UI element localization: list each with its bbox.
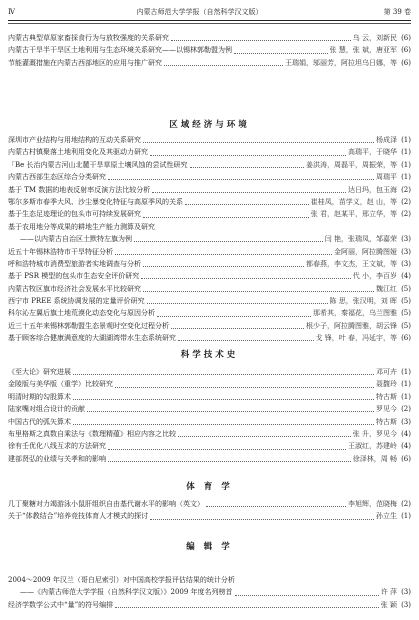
issue-number: (3) xyxy=(401,600,411,609)
article-title: 近五十年锡林浩特市干旱特征分析 xyxy=(8,247,113,256)
issue-number: (2) xyxy=(401,197,411,206)
article-authors: 达日玛，包玉海 xyxy=(348,185,397,194)
article-authors: 魏江红 xyxy=(376,284,397,293)
article-authors: 金阿丽，阿拉腾图娅 xyxy=(334,247,397,256)
dot-leader xyxy=(143,212,309,218)
article-title: 2004～2009 年汉兰（哥白尼索引）对中国高校学报评估结果的统计分析 xyxy=(8,576,235,584)
header-rule xyxy=(8,20,411,21)
article-authors: 周瑞平 xyxy=(376,173,397,182)
article-authors: 崔桂凤，苗学义，赵 山，等 xyxy=(310,197,397,206)
article-authors: 高瑞平，于晓华 xyxy=(348,148,397,157)
dot-leader xyxy=(73,419,374,425)
dot-leader xyxy=(164,60,283,66)
page-roman-numeral: Ⅳ xyxy=(8,8,15,16)
issue-number: (1) xyxy=(401,136,411,144)
dot-leader xyxy=(115,382,374,388)
volume-number: 第 39 卷 xyxy=(383,8,411,16)
toc-entry[interactable] xyxy=(8,453,411,465)
article-title: 内蒙古典型草原家畜採食行为与放牧强度的关系研究 xyxy=(8,34,169,42)
dot-leader xyxy=(143,286,374,292)
toc-section-physical-education xyxy=(8,498,411,523)
toc-entry[interactable] xyxy=(8,44,411,56)
article-title: 基于顾客综合健康满意度的大湖湖湾带水生态系统研究 xyxy=(8,334,176,343)
article-title: 金陵版与美华版（重学）比较研究 xyxy=(8,380,113,389)
article-authors: 徐泽林，周 畅 xyxy=(352,454,397,463)
dot-leader xyxy=(171,323,304,329)
article-authors: 张 慧，张 斌，唐亚军 xyxy=(329,46,397,55)
article-title: ——以内蒙古自治区土默特左旗为例 xyxy=(20,235,132,244)
article-title: 基于 PSR 模型的包头市生态安全评价研究 xyxy=(8,272,140,281)
article-authors: 杨成泽 xyxy=(376,136,397,144)
issue-number: (3) xyxy=(401,588,411,597)
dot-leader xyxy=(190,162,304,168)
article-title: 内蒙古牧区旗市经济社会发展水平比较研究 xyxy=(8,284,141,293)
article-title: 建部贤弘的业绩与关孝和的影响 xyxy=(8,454,106,463)
dot-leader xyxy=(147,298,328,304)
toc-section-editing xyxy=(8,574,411,611)
toc-entry[interactable] xyxy=(8,498,411,510)
article-title: 基于农用地分等成果的耕地生产能力测算及研究 xyxy=(8,222,155,231)
issue-number: (5) xyxy=(401,297,411,306)
toc-entry[interactable] xyxy=(8,208,411,220)
article-authors: 张 颖 xyxy=(380,600,397,609)
toc-entry[interactable] xyxy=(8,246,411,258)
toc-entry[interactable] xyxy=(8,428,411,440)
article-title: 近三十五年来锡林郭勒盟生态景观时空变化过程分析 xyxy=(8,321,169,330)
issue-number: (6) xyxy=(401,46,411,55)
article-title: 布里格斯之真数自乘法与《数理精蕴》相应内容之比较 xyxy=(8,429,176,438)
toc-entry[interactable] xyxy=(8,403,411,415)
article-authors: 特古斯 xyxy=(376,417,397,426)
dot-leader xyxy=(108,444,346,450)
toc-entry[interactable] xyxy=(8,599,411,611)
toc-entry[interactable] xyxy=(8,146,411,158)
article-authors: 戈 锋，叶 春，冯延宇，等 xyxy=(315,334,397,343)
dot-leader xyxy=(171,35,351,41)
article-authors: 张 升，罗见今 xyxy=(352,429,397,438)
toc-entry[interactable] xyxy=(8,171,411,183)
toc-entry[interactable] xyxy=(8,283,411,295)
toc-section-regional-economy xyxy=(8,134,411,345)
dot-leader xyxy=(141,273,351,279)
article-title: 呼和浩特城市消费型旅游者实地调查与分析 xyxy=(8,259,141,268)
issue-number: (2) xyxy=(401,405,411,414)
dot-leader xyxy=(150,150,346,156)
issue-number: (2) xyxy=(401,185,411,194)
issue-number: (6) xyxy=(401,34,411,42)
toc-entry[interactable] xyxy=(8,270,411,282)
toc-entry[interactable] xyxy=(8,510,411,522)
article-authors: 张 君，赵某平，邢立华，等 xyxy=(310,210,397,219)
dot-leader xyxy=(178,431,351,437)
article-title: 节能灌溉措施在内蒙古西部地区的应用与推广研究 xyxy=(8,58,162,67)
issue-number: (5) xyxy=(401,321,411,330)
dot-leader xyxy=(134,236,323,242)
dot-leader xyxy=(73,394,374,400)
toc-block-continued xyxy=(8,32,411,69)
article-title: 内蒙古干旱半干旱区土地利用与生态环境关系研究——以锡林郭勒盟为例 xyxy=(8,46,232,55)
issue-number: (6) xyxy=(401,334,411,343)
dot-leader xyxy=(157,311,311,317)
article-title: 几丁聚糖对力竭游泳小鼠肝组织自由基代谢水平的影响（英文） xyxy=(8,500,204,508)
toc-entry[interactable] xyxy=(8,159,411,171)
article-authors: 代 小，李百岁 xyxy=(352,272,397,281)
issue-number: (1) xyxy=(401,160,411,169)
dot-leader xyxy=(234,48,328,54)
article-title: 深圳市产业结构与用地结构的互动关系研究 xyxy=(8,136,141,144)
article-authors: 王淑红，苏建岭 xyxy=(348,442,397,451)
journal-name: 内蒙古师范大学学报（自然科学汉文版） xyxy=(136,8,263,16)
issue-number: (4) xyxy=(401,442,411,451)
toc-entry[interactable] xyxy=(8,416,411,428)
dot-leader xyxy=(143,137,374,143)
article-authors: 王瑞娟，邬丽芳，阿拉坦乌日娜，等 xyxy=(285,58,397,67)
section-heading: 体 育 学 xyxy=(186,482,233,492)
toc-entry[interactable] xyxy=(8,307,411,319)
article-authors: 许 萍 xyxy=(380,588,397,597)
toc-entry[interactable] xyxy=(8,196,411,208)
issue-number: (3) xyxy=(401,247,411,256)
issue-number: (1) xyxy=(401,512,411,521)
article-title: 西宁市 PREE 系统协调发展的定量评价研究 xyxy=(8,297,145,306)
issue-number: (4) xyxy=(401,429,411,438)
toc-entry[interactable] xyxy=(8,366,411,378)
header-rule-secondary xyxy=(8,23,411,24)
dot-leader xyxy=(235,590,379,596)
issue-number: (1) xyxy=(401,368,411,376)
toc-entry[interactable] xyxy=(8,332,411,344)
article-title: 鄂尔多斯市春季大风、沙尘暴变化特征与高原季风的关系 xyxy=(8,197,183,206)
toc-entry[interactable] xyxy=(8,391,411,403)
issue-number: (3) xyxy=(401,259,411,268)
running-header xyxy=(8,6,411,18)
toc-entry[interactable] xyxy=(8,57,411,69)
dot-leader xyxy=(150,514,374,520)
issue-number: (6) xyxy=(401,454,411,463)
article-title: 中国古代的弧矢算术 xyxy=(8,417,71,426)
article-authors: 李旭辉，范晓梅 xyxy=(348,500,397,508)
section-heading: 编 辑 学 xyxy=(186,542,233,552)
article-title: 徐有壬优化八线互求的方法研究 xyxy=(8,442,106,451)
dot-leader xyxy=(178,335,314,341)
issue-number: (1) xyxy=(401,392,411,401)
issue-number: (1) xyxy=(401,173,411,182)
article-authors: 都春燕，李文杰，王文斌，等 xyxy=(306,259,397,268)
toc-entry[interactable] xyxy=(8,32,411,44)
dot-leader xyxy=(73,369,374,375)
article-authors: 邓可卉 xyxy=(376,368,397,376)
article-authors: 聂馥玲 xyxy=(376,380,397,389)
dot-leader xyxy=(108,174,374,180)
article-title: 内蒙古村镇聚落土地利用变化及其驱动力研究 xyxy=(8,148,148,157)
article-authors: 孙立生 xyxy=(376,512,397,521)
toc-entry[interactable] xyxy=(8,440,411,452)
article-title: 明清时期的勾股算术 xyxy=(8,392,71,401)
dot-leader xyxy=(152,187,346,193)
dot-leader xyxy=(87,406,374,412)
section-heading: 科学技术史 xyxy=(180,350,239,360)
dot-leader xyxy=(115,249,332,255)
article-authors: 姜洪涛，周磊平，周振荣，等 xyxy=(306,160,397,169)
issue-number: (2) xyxy=(401,210,411,219)
article-authors: 根少子，阿拉腾图雅，胡云锋 xyxy=(306,321,397,330)
article-title: 陆家嘴对组合设计的贡献 xyxy=(8,405,85,414)
toc-entry[interactable] xyxy=(8,221,411,233)
issue-number: (1) xyxy=(401,148,411,157)
issue-number: (5) xyxy=(401,284,411,293)
dot-leader xyxy=(108,456,351,462)
toc-entry[interactable] xyxy=(8,295,411,307)
issue-number: (5) xyxy=(401,309,411,318)
dot-leader xyxy=(115,602,379,608)
dot-leader xyxy=(206,501,346,507)
toc-entry[interactable] xyxy=(8,574,411,586)
toc-section-history-of-science xyxy=(8,366,411,465)
article-title: 《至大论》研究进展 xyxy=(8,368,71,376)
article-authors: 特古斯 xyxy=(376,392,397,401)
issue-number: (4) xyxy=(401,272,411,281)
issue-number: (6) xyxy=(401,58,411,67)
article-title: 科尔沁左翼后旗土地荒漠化动态变化与原因分析 xyxy=(8,309,155,318)
article-title: 关于“体教结合”培养竞技体育人才模式的探讨 xyxy=(8,512,149,521)
issue-number: (3) xyxy=(401,235,411,244)
dot-leader xyxy=(185,199,309,205)
toc-entry[interactable] xyxy=(8,134,411,146)
issue-number: (3) xyxy=(401,417,411,426)
article-title: ——《内蒙古师范大学学报（自然科学汉文版）》2009 年度名列榜首 xyxy=(20,588,233,597)
article-title: 内蒙古西部生态区综合分类研究 xyxy=(8,173,106,182)
toc-entry[interactable] xyxy=(8,184,411,196)
article-title: 「Be 长治内蒙古河山北麓干旱草原土壤风蚀的尝试性研究 xyxy=(8,160,188,169)
article-authors: 闫 艳，张瑞凤，邹嘉荣 xyxy=(324,235,397,244)
issue-number: (2) xyxy=(401,500,411,508)
dot-leader xyxy=(143,261,304,267)
toc-entry[interactable] xyxy=(8,378,411,390)
toc-entry[interactable] xyxy=(8,586,411,598)
issue-number: (1) xyxy=(401,380,411,389)
toc-entry[interactable] xyxy=(8,233,411,245)
article-title: 基于生态足迹理论的包头市可持续发展研究 xyxy=(8,210,141,219)
article-authors: 罗见今 xyxy=(376,405,397,414)
article-authors: 陈 思，张汉明，刘 晖 xyxy=(329,297,397,306)
article-authors: 乌 云，刘新民 xyxy=(352,34,397,42)
toc-entry[interactable] xyxy=(8,258,411,270)
article-title: 基于 TM 数据的地表反射率反演方法比较分析 xyxy=(8,185,151,194)
toc-entry[interactable] xyxy=(8,320,411,332)
section-heading: 区域经济与环境 xyxy=(169,120,250,130)
article-authors: 那希其，秦福花，乌兰图雅 xyxy=(313,309,397,318)
article-title: 经济学数学公式中“量”的符号编排 xyxy=(8,600,114,609)
